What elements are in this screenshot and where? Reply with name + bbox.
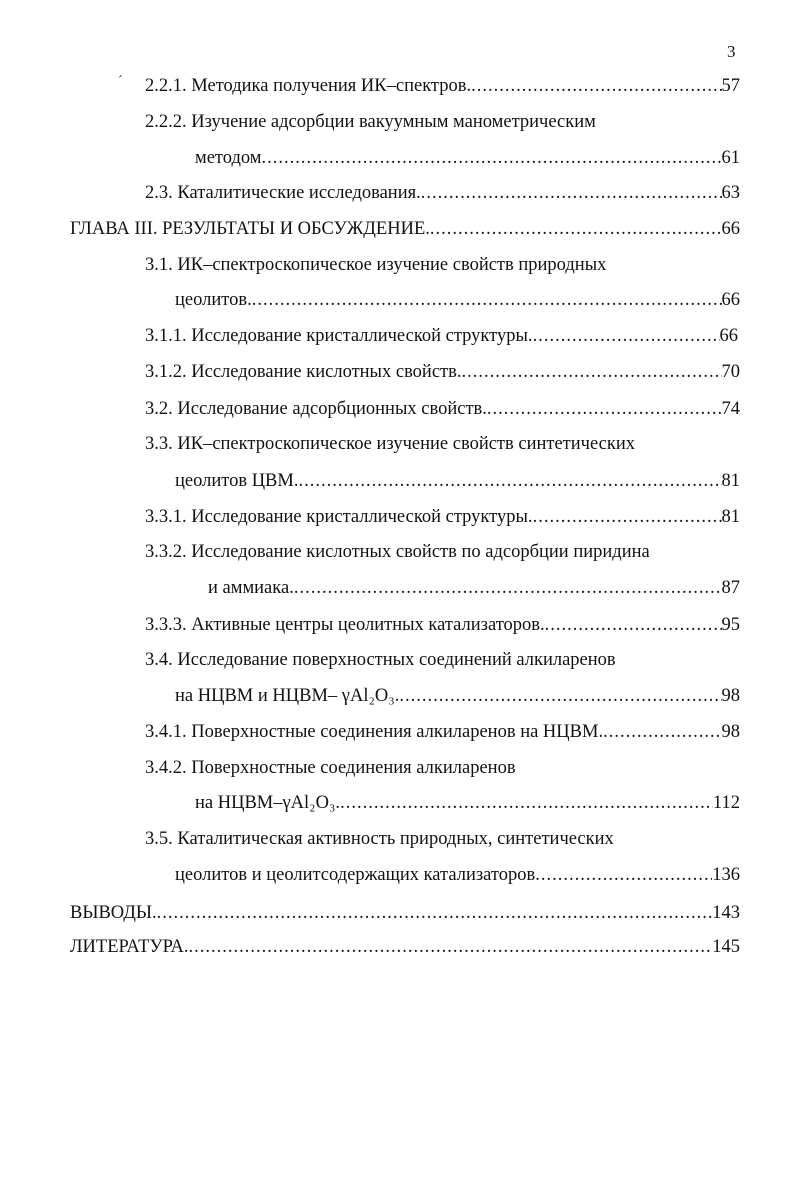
toc-entry-page: 57: [721, 76, 740, 96]
toc-entry-page: 145: [712, 937, 740, 957]
dot-leader: [533, 503, 722, 531]
toc-entry-3-1: [145, 251, 740, 279]
toc-entry-page: 74: [721, 399, 740, 419]
toc-entry-title: 3.2. Исследование адсорбционных свойств.: [145, 399, 487, 419]
toc-entry-continuation: и аммиака.: [208, 578, 294, 598]
toc-entry-3-3-1: [145, 503, 740, 531]
toc-entry-page: 81: [721, 471, 740, 491]
toc-entry-3-3-2-cont: [208, 574, 740, 602]
toc-entry-3-1-cont: [175, 286, 740, 314]
toc-entry-page: 112: [712, 793, 740, 813]
dot-leader: [545, 611, 722, 639]
toc-entry-3-3: [145, 430, 740, 458]
dot-leader: [294, 574, 722, 602]
dot-leader: [487, 395, 722, 423]
toc-entry-page: 66: [721, 219, 740, 239]
toc-entry-page: 70: [721, 362, 740, 382]
dot-leader: [471, 72, 721, 100]
toc-entry-2-2-2: [145, 108, 740, 136]
toc-entry-3-1-2: [145, 358, 740, 386]
dot-leader: [421, 179, 722, 207]
toc-entry-conclusions: [70, 899, 740, 927]
toc-entry-3-4-2: [145, 754, 740, 782]
toc-entry-continuation: на НЦВМ–γAl₂O₃.: [195, 793, 341, 813]
toc-entry-title: 3.3. ИК–спектроскопическое изучение свойств синтетических: [145, 434, 635, 454]
toc-entry-title: ЛИТЕРАТУРА.: [70, 937, 189, 957]
toc-entry-page: 136: [712, 865, 740, 885]
dot-leader: [262, 144, 722, 172]
toc-entry-2-2-2-cont: [195, 144, 740, 172]
toc-entry-title: 3.3.1. Исследование кристаллической структуры.: [145, 507, 533, 527]
toc-entry-3-4: [145, 646, 740, 674]
toc-entry-page: 61: [721, 148, 740, 168]
dot-leader: [252, 286, 722, 314]
toc-entry-continuation: на НЦВМ и НЦВМ– γAl₂O₃.: [175, 686, 400, 706]
toc-entry-3-4-1: [145, 718, 740, 746]
toc-entry-3-4-cont: [175, 682, 740, 710]
toc-entry-title: 3.1.1. Исследование кристаллической структуры.: [145, 326, 533, 346]
toc-entry-3-2: [145, 395, 740, 423]
dot-leader: [298, 467, 721, 495]
dot-leader: [430, 215, 722, 243]
toc-entry-title: 3.1. ИК–спектроскопическое изучение свойств природных: [145, 255, 607, 275]
toc-entry-title: ВЫВОДЫ.: [70, 903, 157, 923]
toc-entry-title: 3.5. Каталитическая активность природных, синтетических: [145, 829, 614, 849]
toc-entry-title: 2.2.1. Методика получения ИК–спектров.: [145, 76, 472, 96]
dot-leader: [603, 718, 721, 746]
dot-leader: [535, 861, 712, 889]
toc-entry-title: ГЛАВА III. РЕЗУЛЬТАТЫ И ОБСУЖДЕНИЕ.: [70, 219, 430, 239]
toc-entry-continuation: цеолитов.: [175, 290, 252, 310]
toc-entry-title: 3.3.2. Исследование кислотных свойств по адсорбции пиридина: [145, 542, 650, 562]
toc-entry-title: 3.4.2. Поверхностные соединения алкиларенов: [145, 758, 516, 778]
toc-entry-title: 3.4. Исследование поверхностных соединений алкиларенов: [145, 650, 616, 670]
dot-leader: [533, 322, 720, 350]
toc-entry-title: 3.1.2. Исследование кислотных свойств.: [145, 362, 462, 382]
toc-entry-title: 2.3. Каталитические исследования.: [145, 183, 421, 203]
dot-leader: [188, 933, 712, 961]
scan-mark: ´: [118, 74, 123, 89]
toc-entry-literature: [70, 933, 740, 961]
toc-entry-3-4-2-cont: [195, 789, 740, 817]
toc-entry-title: 3.4.1. Поверхностные соединения алкиларенов на НЦВМ.: [145, 722, 604, 742]
toc-entry-page: 95: [721, 615, 740, 635]
toc-entry-continuation: методом: [195, 148, 262, 168]
toc-entry-page: 98: [721, 722, 740, 742]
toc-entry-3-3-3: [145, 611, 740, 639]
toc-entry-page: 66: [719, 326, 738, 346]
toc-entry-continuation: цеолитов и цеолитсодержащих катализаторов: [175, 865, 536, 885]
toc-entry-title: 2.2.2. Изучение адсорбции вакуумным манометрическим: [145, 112, 596, 132]
toc-entry-3-5: [145, 825, 740, 853]
toc-entry-2-2-1: [145, 72, 740, 100]
toc-entry-page: 63: [721, 183, 740, 203]
toc-entry-3-1-1: [145, 322, 738, 350]
toc-entry-continuation: цеолитов ЦВМ.: [175, 471, 299, 491]
toc-entry-page: 143: [712, 903, 740, 923]
toc-entry-3-5-cont: [175, 861, 740, 889]
dot-leader: [340, 789, 713, 817]
dot-leader: [157, 899, 713, 927]
toc-entry-title: 3.3.3. Активные центры цеолитных катализаторов.: [145, 615, 545, 635]
toc-entry-page: 66: [721, 290, 740, 310]
toc-entry-3-3-cont: [175, 467, 740, 495]
page-number: 3: [727, 42, 736, 61]
toc-entry-page: 81: [721, 507, 740, 527]
toc-entry-page: 87: [721, 578, 740, 598]
dot-leader: [462, 358, 722, 386]
toc-entry-page: 98: [721, 686, 740, 706]
toc-entry-3-3-2: [145, 538, 740, 566]
toc-entry-2-3: [145, 179, 740, 207]
toc-entry-chapter-3: [70, 215, 740, 243]
dot-leader: [399, 682, 721, 710]
